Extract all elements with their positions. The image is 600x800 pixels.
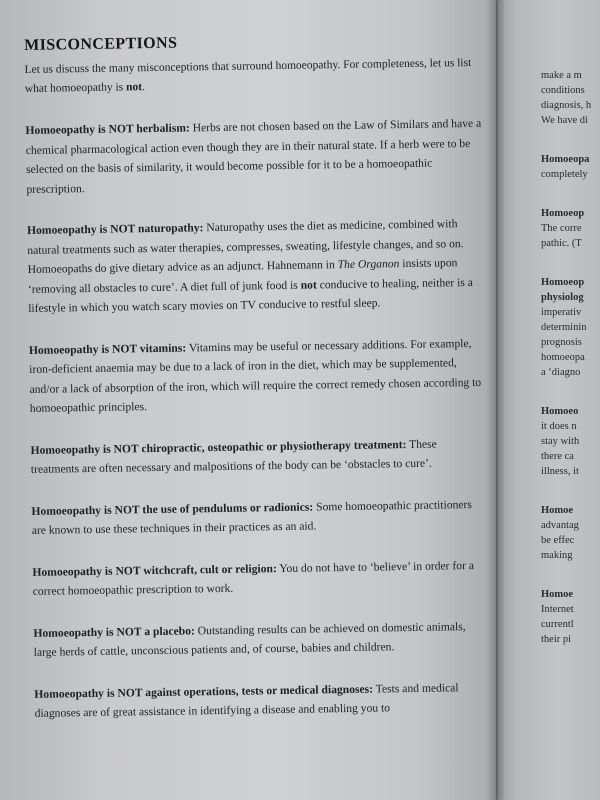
right-text-line: advantag: [541, 520, 579, 531]
entry-naturopathy: [27, 214, 484, 319]
entry-pendulums: [31, 494, 488, 540]
entry-lead: Homoeopathy is NOT vitamins:: [28, 340, 187, 357]
right-text-line: Homoeopa: [541, 154, 590, 165]
right-text-line: Homoe: [541, 505, 574, 516]
entry-lead: Homoeopathy is NOT chiropractic, osteopathic or physiotherapy treatment:: [30, 437, 407, 457]
right-text-line: Homoe: [541, 589, 574, 600]
right-text-line: making: [541, 550, 573, 561]
entry-text: You do not have to ‘believe’ in order for a correct homoeopathic prescription to work.: [32, 558, 475, 598]
entry-witchcraft: [32, 555, 489, 601]
entry-lead: Homoeopathy is NOT naturopathy:: [26, 221, 204, 237]
right-text-line: illness, it: [541, 466, 579, 477]
right-text-line: completely: [541, 169, 588, 180]
intro-text: Let us discuss the many misconceptions that surround homoeopathy. For completeness, let us list what homoeopathy is: [24, 56, 472, 95]
entry-lead: Homoeopathy is NOT the use of pendulums or radionics:: [31, 500, 314, 518]
right-text-line: currentl: [541, 619, 574, 630]
right-text-line: conditions: [541, 85, 585, 96]
entry-text: Vitamins may be useful or necessary additions. For example, iron-deficient anaemia may be due to a lack of iron in the diet, which may be supplemented, and/or a lack of absorption of the iron, which will require the correct remedy chosen according to homoeopathic principles.: [29, 336, 482, 415]
right-text-line: be effec: [541, 535, 575, 546]
right-text-line: Homoeop: [541, 277, 585, 288]
entry-text: conducive to healing, neither is a lifestyle in which you watch scary movies on TV conducive to restful sleep.: [28, 275, 474, 315]
entry-text: Outstanding results can be achieved on domestic animals, large herds of cattle, unconscious patients and, of course, babies and children.: [33, 619, 466, 659]
right-text-line: a ‘diagno: [541, 367, 581, 378]
book-title: The Organon: [337, 257, 400, 272]
entry-text: Naturopathy uses the diet as medicine, combined with natural treatments such as water therapies, compresses, sweating, lifestyle changes, and so on. Homoeopaths do give dietary advice as an adjunct. Hahnemann in: [27, 217, 464, 276]
right-text-line: Homoeo: [541, 406, 579, 417]
entry-lead: Homoeopathy is NOT a placebo:: [33, 623, 195, 640]
left-page-text: [24, 29, 491, 746]
entry-lead: Homoeopathy is NOT against operations, tests or medical diagnoses:: [34, 682, 374, 701]
right-text-line: there ca: [541, 451, 574, 462]
intro-paragraph: [24, 54, 481, 99]
right-text-line: Homoeop: [541, 208, 585, 219]
intro-end: .: [141, 81, 146, 94]
entry-lead: Homoeopathy is NOT witchcraft, cult or religion:: [32, 561, 277, 579]
right-text-line: physiolog: [541, 292, 584, 303]
page-heading: MISCONCEPTIONS: [24, 34, 178, 54]
entry-placebo: [33, 616, 490, 662]
entry-lead: Homoeopathy is NOT herbalism:: [25, 121, 190, 137]
right-page-text: [541, 68, 600, 647]
right-text-line: Internet: [541, 604, 574, 615]
right-text-line: imperativ: [541, 307, 582, 318]
entry-text: These treatments are often necessary and malpositions of the body can be ‘obstacles to cure’.: [30, 437, 437, 476]
entry-operations: [34, 677, 491, 723]
entry-chiropractic: [30, 433, 487, 479]
entry-text: Some homoeopathic practitioners are known to use these techniques in their practices as an aid.: [31, 497, 472, 537]
entry-text: Tests and medical diagnoses are of great assistance in identifying a disease and enabling you to: [34, 680, 459, 720]
intro-emphasis: not: [125, 81, 143, 94]
entry-text: Herbs are not chosen based on the Law of Similars and have a chemical pharmacological action even though they are in their natural state. If a herb were to be selected on the basis of similarity, it would become possible for it to be a homoeopathic prescription.: [25, 116, 482, 196]
right-text-line: We have di: [541, 115, 588, 126]
entry-text: insists upon ‘removing all obstacles to cure’. A diet full of junk food is: [27, 256, 458, 296]
right-text-line: it does n: [541, 421, 577, 432]
entry-herbalism: [25, 114, 482, 199]
right-text-line: determinin: [541, 322, 587, 333]
right-text-line: their pi: [541, 634, 572, 645]
entry-emphasis: not: [300, 277, 317, 292]
right-text-line: stay with: [541, 436, 580, 447]
right-text-line: homoeopa: [541, 352, 585, 363]
right-text-line: diagnosis, h: [541, 100, 592, 111]
right-text-line: The corre: [541, 223, 582, 234]
right-text-line: make a m: [541, 70, 582, 81]
entry-vitamins: [29, 333, 486, 418]
right-text-line: pathic. (T: [541, 238, 582, 249]
right-text-line: prognosis: [541, 337, 582, 348]
